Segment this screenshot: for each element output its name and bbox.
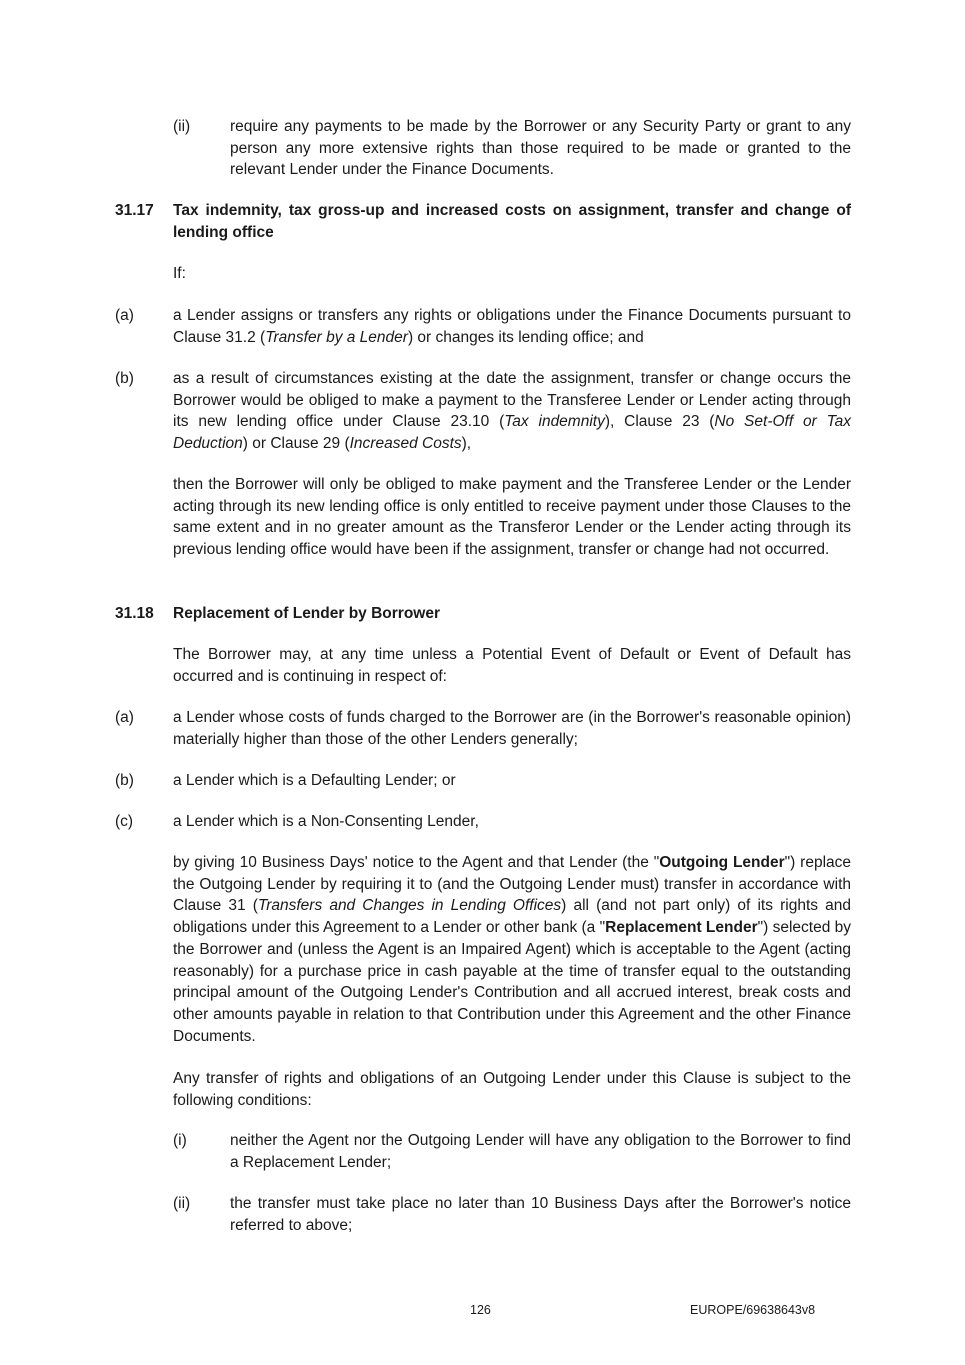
list-item-text: a Lender which is a Defaulting Lender; or [173, 772, 456, 789]
clause-intro: The Borrower may, at any time unless a Potential Event of Default or Event of Default has occurred and is continuing in respect of: [173, 646, 851, 685]
paragraph: by giving 10 Business Days' notice to the Agent and that Lender (the "Outgoing Lender") replace the Outgoing Lender by requiring it to (and the Outgoing Lender must) transfer in accordance with Clause 31 (Transfers and Changes in Lending Offices) all (and not part only) of its rights and obligations under this Agreement to a Lender or other bank (a "Replacement Lender") selected by the Borrower and (unless the Agent is an Impaired Agent) which is acceptable to the Agent (acting reasonably) for a purchase price in cash payable at the time of transfer equal to the outstanding principal amount of the Outgoing Lender's Contribution and all accrued interest, break costs and other amounts payable in relation to that Contribution under this Agreement and the other Finance Documents. [173, 854, 852, 1045]
list-label: (ii) [173, 118, 191, 135]
paragraph: Any transfer of rights and obligations of an Outgoing Lender under this Clause is subject to the following conditions: [173, 1070, 851, 1109]
list-label: (i) [173, 1132, 187, 1149]
page-number: 126 [470, 1303, 491, 1317]
clause-heading: Tax indemnity, tax gross-up and increased costs on assignment, transfer and change of lending office [173, 202, 851, 241]
list-label: (b) [115, 370, 134, 387]
list-item-text: a Lender which is a Non-Consenting Lender, [173, 813, 479, 830]
paragraph: then the Borrower will only be obliged to make payment and the Transferee Lender or the Lender acting through its new lending office is only entitled to receive payment under those Clauses to the same extent and in no greater amount as the Transferor Lender or the Lender acting through its previous lending office would have been if the assignment, transfer or change had not occurred. [173, 476, 851, 559]
clause-number: 31.17 [115, 202, 154, 219]
document-reference: EUROPE/69638643v8 [690, 1303, 816, 1317]
list-label: (ii) [173, 1195, 191, 1212]
list-label: (a) [115, 307, 134, 324]
clause-heading: Replacement of Lender by Borrower [173, 605, 441, 622]
clause-intro: If: [173, 265, 186, 282]
list-label: (c) [115, 813, 134, 830]
list-label: (b) [115, 772, 134, 789]
list-item-text: as a result of circumstances existing at the date the assignment, transfer or change occurs the Borrower would be obliged to make a payment to the Transferee Lender or Lender acting through its new lending office under Clause 23.10 (Tax indemnity), Clause 23 (No Set-Off or Tax Deduction) or Clause 29 (Increased Costs), [173, 370, 851, 453]
list-item-text: require any payments to be made by the Borrower or any Security Party or grant to any person any more extensive rights than those required to be made or granted to the relevant Lender under the Finance Documents. [230, 118, 851, 179]
list-item-text: a Lender whose costs of funds charged to the Borrower are (in the Borrower's reasonable opinion) materially higher than those of the other Lenders generally; [173, 709, 851, 748]
list-item-text: neither the Agent nor the Outgoing Lender will have any obligation to the Borrower to find a Replacement Lender; [230, 1132, 851, 1171]
list-item-text: a Lender assigns or transfers any rights or obligations under the Finance Documents pursuant to Clause 31.2 (Transfer by a Lender) or changes its lending office; and [173, 307, 851, 346]
list-item-text: the transfer must take place no later than 10 Business Days after the Borrower's notice referred to above; [230, 1195, 851, 1234]
list-label: (a) [115, 709, 134, 726]
clause-number: 31.18 [115, 605, 154, 622]
